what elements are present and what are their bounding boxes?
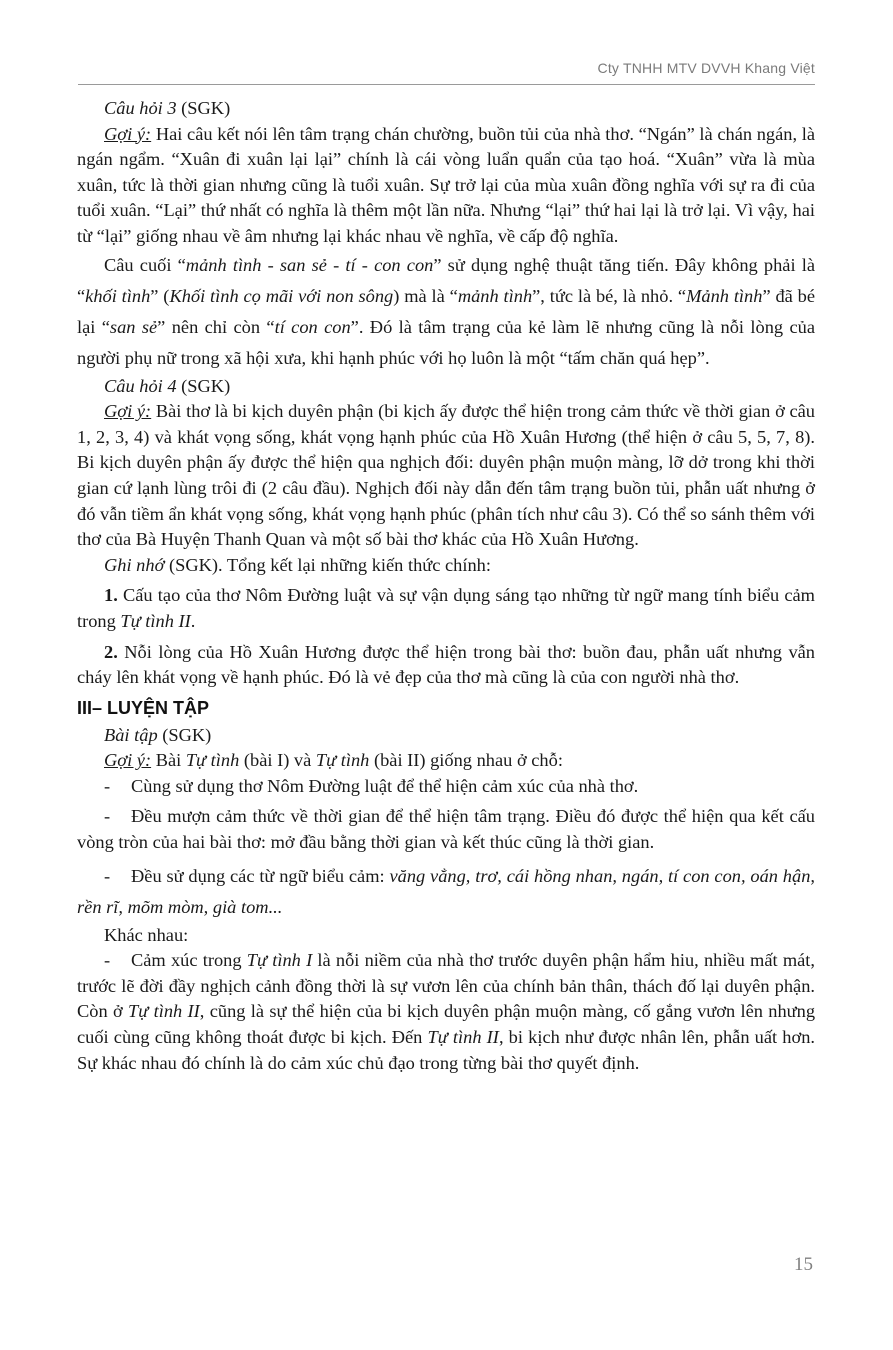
q4-hint-text: Bài thơ là bi kịch duyên phận (bi kịch ấy được thể hiện trong cảm thức về thời gian ở câu 1, 2, 3, 4) và khát vọng sống, khát vọng hạnh phúc của Hồ Xuân Hương (thể hiện ở câu 5, 5, 7, 8). Bi kịch duyên phận ấy được thể hiện qua nghịch đối: duyên phận muộn màng, lỡ dở trong khi thời gian cứ lạnh lùng trôi đi (2 câu đầu). Nghịch đối này dẫn đến tâm trạng buồn tủi, phẫn uất nhưng ở đó vẫn tiềm ẩn khát vọng sống, khát vọng hạnh phúc (phân tích như câu 3). Có thể so sánh thêm với thơ của Bà Huyện Thanh Quan và một số bài thơ khác của Hồ Xuân Hương.	[77, 401, 815, 550]
baitap-title: Bài tập	[104, 724, 158, 745]
text-run: Bài	[151, 750, 186, 771]
baitap-heading	[77, 723, 815, 749]
q3-hint-label: Gợi ý:	[104, 123, 152, 144]
list-dash: -	[104, 775, 111, 796]
text-run: ”. Đó là tâm trạng của kẻ làm lẽ nhưng cũng là nỗi lòng của người phụ nữ trong xã hội xưa, khi hạnh phúc với họ luôn là một “tấm chăn quá hẹp”.	[77, 316, 815, 368]
section-heading: III– LUYỆN TẬP	[77, 697, 210, 718]
page-number: 15	[794, 1254, 813, 1275]
ghinho-item-1-number: 1.	[104, 585, 118, 606]
ghinho-item-2	[77, 640, 815, 691]
text-run: (bài I) và	[239, 750, 316, 771]
ghinho-text: (SGK). Tổng kết lại những kiến thức chính:	[164, 554, 491, 575]
q4-title: Câu hỏi 4	[104, 375, 177, 396]
text-run: Câu cuối “	[104, 254, 186, 275]
difference-item-1	[77, 948, 815, 1076]
text-run: Đều sử dụng các từ ngữ biểu cảm:	[131, 865, 390, 886]
text-run: Cảm xúc trong	[131, 950, 247, 971]
quote-manh-tinh: mảnh tình	[457, 285, 533, 306]
baitap-hint-paragraph	[77, 748, 815, 774]
text-run: ” đã bé lại “	[77, 285, 816, 337]
text-run: , cũng là sự thể hiện của bi kịch duyên phận muộn màng, cố gắng vươn lên nhưng cuối cùng cũng không thoát được bi kịch. Đến	[77, 1001, 816, 1048]
baitap-hint-label: Gợi ý:	[104, 750, 152, 771]
quote-manh-tinh-sequence: mảnh tình - san sẻ - tí - con con	[185, 254, 434, 275]
text-run: ” (	[150, 285, 170, 306]
q4-heading	[77, 374, 815, 400]
q4-hint-paragraph	[77, 399, 815, 553]
q4-hint-label: Gợi ý:	[104, 401, 152, 422]
text-run: , bi kịch như được nhân lên, phẫn uất hơn. Sự khác nhau đó chính là do cảm xúc chủ đạo trong từng bài thơ quyết định.	[77, 1027, 815, 1073]
work-title: Tự tình	[315, 750, 370, 771]
q4-tag: (SGK)	[176, 375, 231, 396]
text-run: ” sử dụng nghệ thuật tăng tiến. Đây không phải là “	[77, 254, 815, 306]
work-title: Tự tình I	[246, 950, 313, 971]
quote-khoi-tinh: khối tình	[85, 285, 151, 306]
q3-hint-text: Hai câu kết nói lên tâm trạng chán chường, buồn tủi của nhà thơ. “Ngán” là chán ngán, là ngán ngẩm. “Xuân đi xuân lại lại” chính là cái vòng luẩn quẩn của tạo hoá. “Xuân” vừa là mùa xuân, tức là thời gian nhưng cũng là tuổi xuân. Sự trở lại của mùa xuân đồng nghĩa với sự ra đi của tuổi xuân. “Lại” thứ nhất có nghĩa là thêm một lần nữa. Nhưng “lại” thứ hai lại là trở lại. Vì vậy, hai từ “lại” giống nhau về âm nhưng lại khác nhau về nghĩa, về cấp độ nghĩa.	[77, 123, 815, 246]
text-run: .	[190, 610, 196, 631]
running-header: Cty TNHH MTV DVVH Khang Việt	[78, 60, 815, 85]
expressive-words: văng vẳng, trơ, cái hồng nhan, ngán, tí con con, oán hận, rền rĩ, mõm mòm, già tom...	[77, 865, 815, 917]
text-run: (bài II) giống nhau ở chỗ:	[369, 750, 563, 771]
ghinho-paragraph	[77, 553, 815, 579]
q3-tag: (SGK)	[176, 98, 231, 118]
list-dash: -	[104, 806, 111, 827]
similarity-item-3	[77, 861, 815, 923]
difference-label: Khác nhau:	[104, 924, 189, 945]
q3-hint-paragraph	[77, 122, 815, 250]
quote-khoi-tinh-verse: Khối tình cọ mãi với non sông	[169, 285, 394, 306]
work-title: Tự tình II	[427, 1027, 499, 1048]
list-dash: -	[104, 950, 111, 971]
work-title: Tự tình II	[128, 1001, 200, 1022]
q3-title: Câu hỏi 3	[104, 98, 177, 118]
work-title: Tự tình	[185, 750, 240, 771]
page-content	[77, 96, 815, 1076]
text-run: ) mà là “	[393, 285, 458, 306]
text-run: Cùng sử dụng thơ Nôm Đường luật để thể hiện cảm xúc của nhà thơ.	[131, 775, 639, 796]
quote-san-se: san sẻ	[109, 316, 158, 337]
text-run: Đều mượn cảm thức về thời gian để thể hiện tâm trạng. Điều đó được thể hiện qua kết cấu vòng tròn của hai bài thơ: mở đầu bằng thời gian và kết thúc cũng là thời gian.	[77, 806, 815, 853]
text-run: ”, tức là bé, là nhỏ. “	[532, 285, 687, 306]
text-run: Cấu tạo của thơ Nôm Đường luật và sự vận dụng sáng tạo những từ ngữ mang tính biểu cảm trong	[77, 585, 815, 631]
ghinho-item-1	[77, 583, 815, 634]
quote-manh-tinh-2: Mảnh tình	[686, 285, 763, 306]
q3-analysis-paragraph	[77, 250, 815, 374]
text-run: là nỗi niềm của nhà thơ trước duyên phận hẩm hiu, nhiều mất mát, trước lẽ đời đầy nghịch cảnh đồng thời là sự vươn lên của chính bản thân, thách đố lại duyên phận. Còn ở	[77, 950, 815, 1022]
similarity-item-1	[77, 774, 815, 800]
quote-ti-con-con: tí con con	[274, 316, 351, 337]
list-dash: -	[104, 865, 111, 886]
similarity-item-2	[77, 804, 815, 855]
work-title: Tự tình II	[120, 610, 191, 631]
text-run: Nỗi lòng của Hồ Xuân Hương được thể hiện trong bài thơ: buồn đau, phẫn uất nhưng vẫn cháy lên khát vọng về hạnh phúc. Đó là vẻ đẹp của thơ mà cũng là của con người nhà thơ.	[77, 641, 815, 688]
text-run: ” nên chỉ còn “	[157, 316, 275, 337]
q3-heading	[77, 96, 815, 122]
ghinho-item-2-number: 2.	[104, 641, 118, 662]
ghinho-label: Ghi nhớ	[104, 554, 165, 575]
baitap-tag: (SGK)	[157, 724, 212, 745]
